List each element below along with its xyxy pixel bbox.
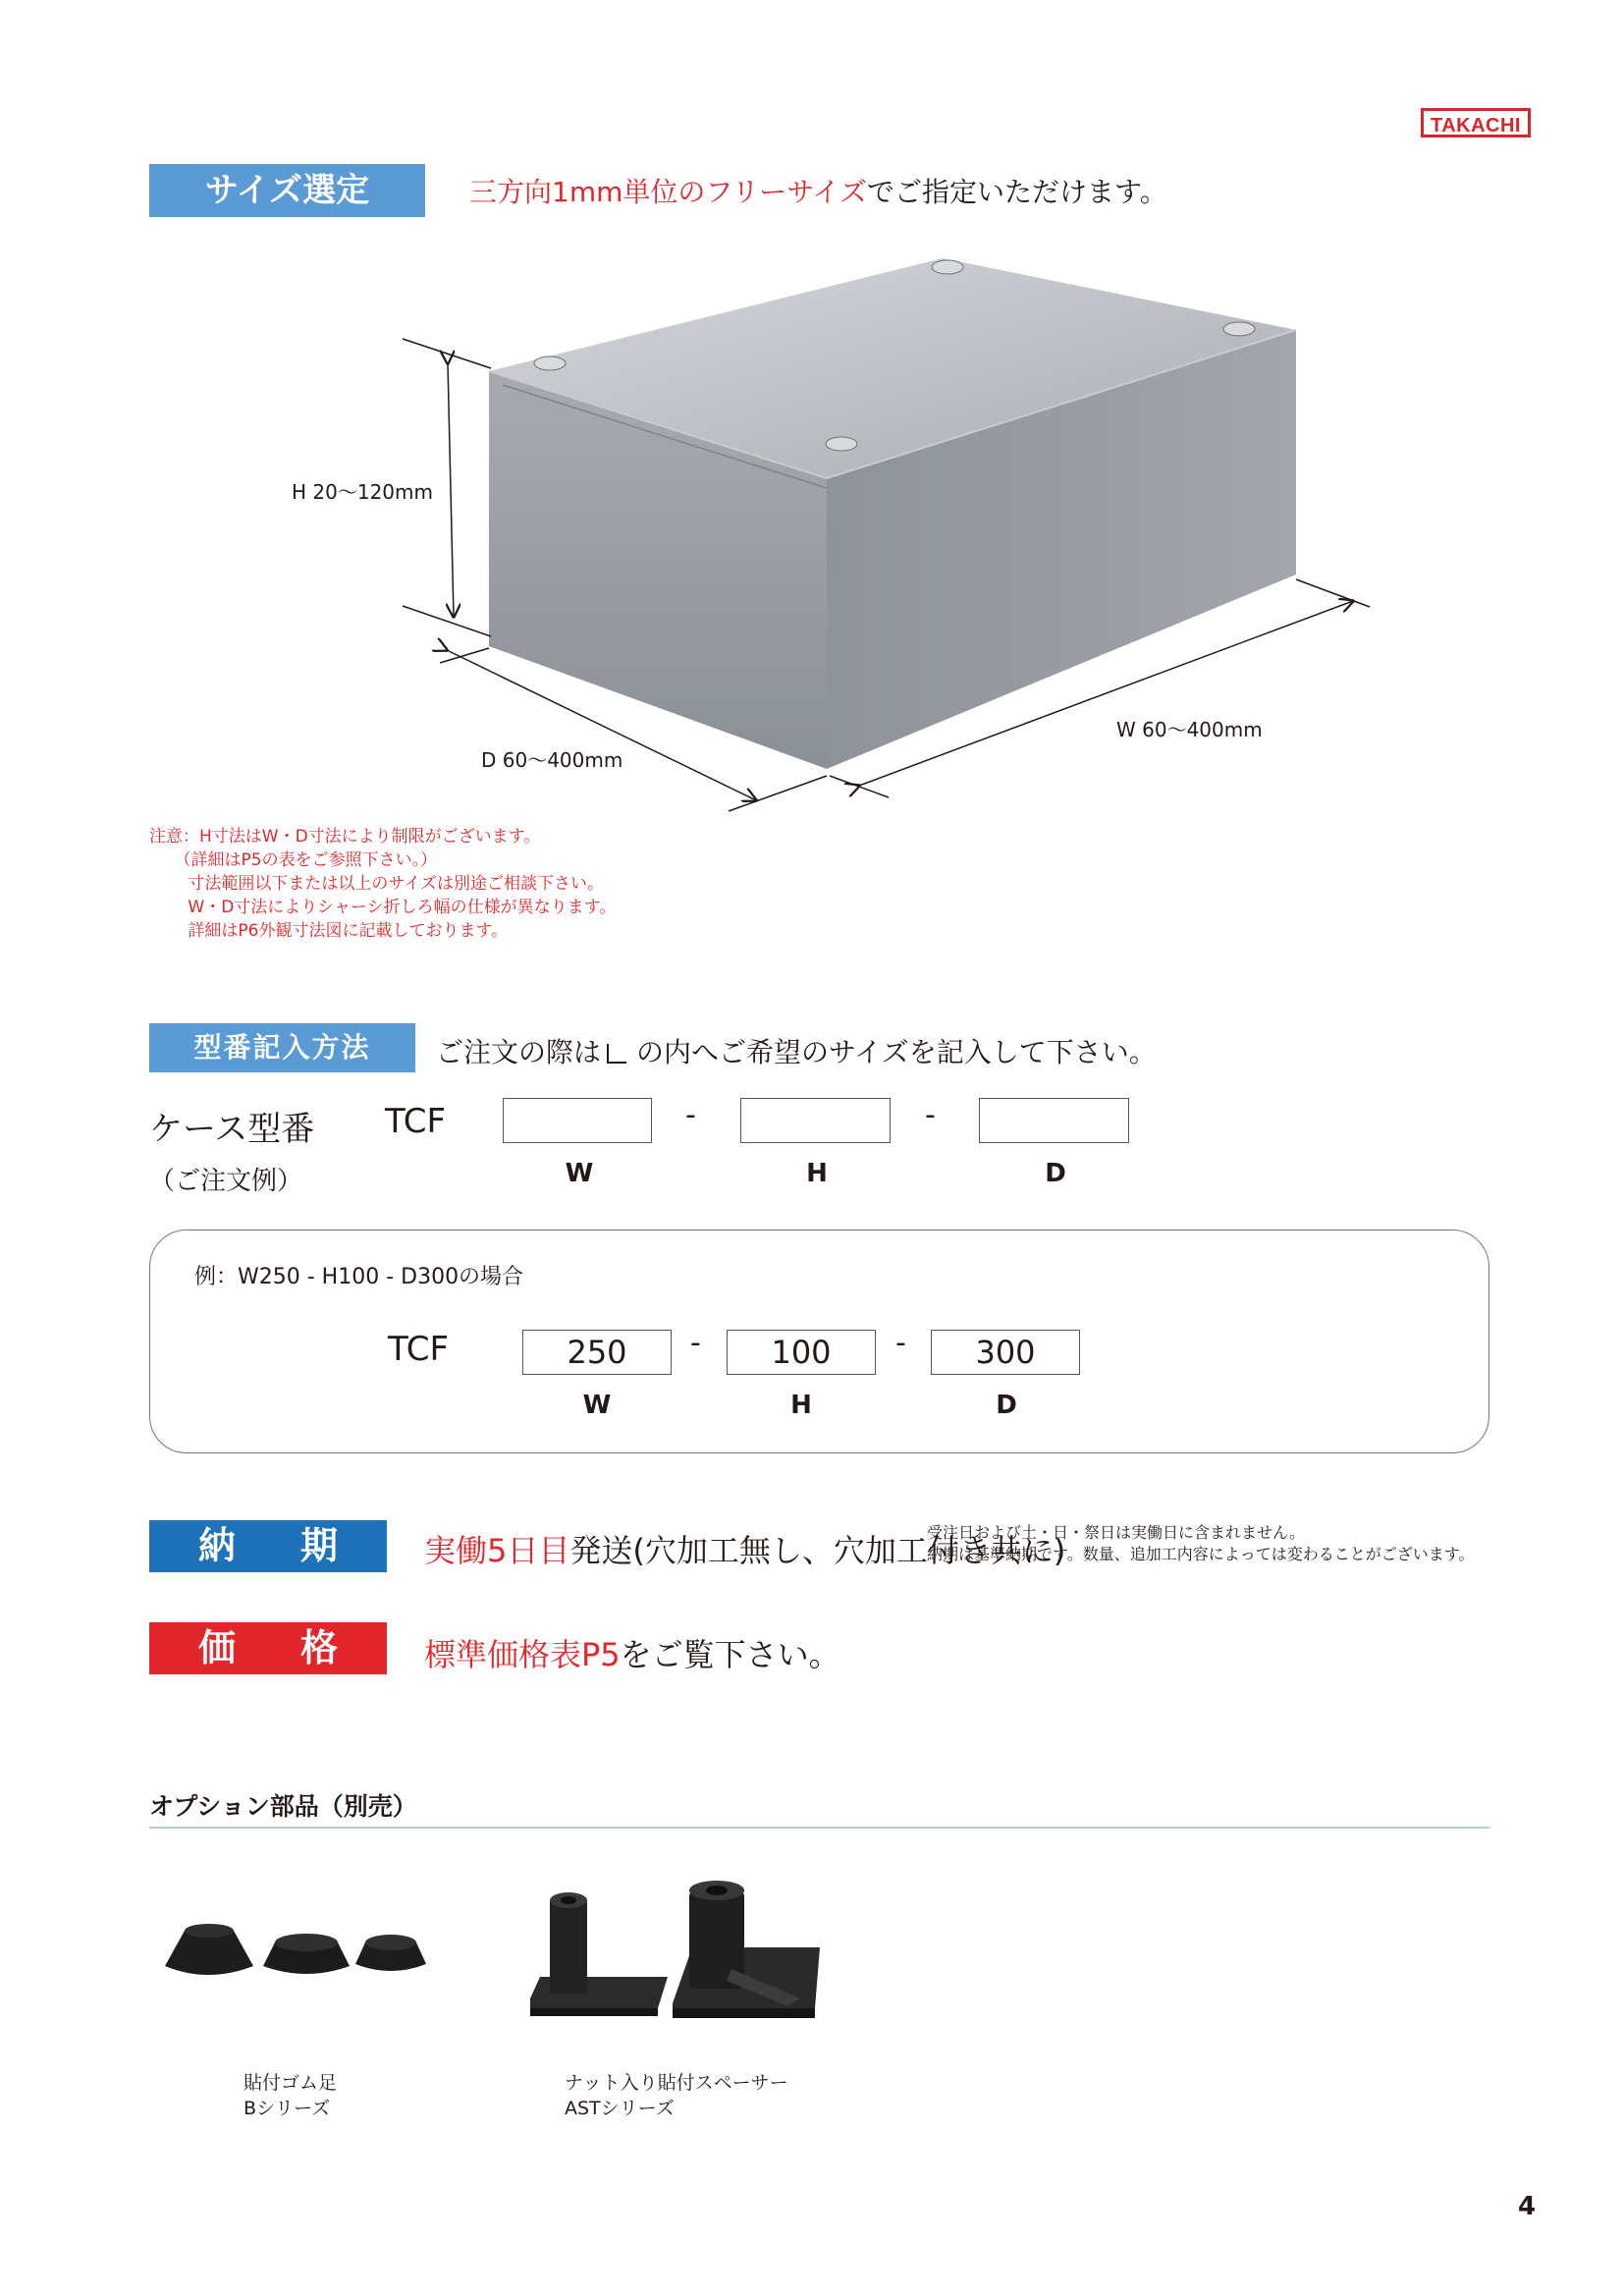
nut-spacer-image (520, 1861, 835, 2033)
height-label: H (806, 1159, 828, 1188)
price-tag-left: 価 (198, 1626, 237, 1669)
model-desc-before: ご注文の際は (436, 1036, 602, 1068)
width-label: W (565, 1159, 594, 1188)
height-range-label: H 20～120mm (292, 480, 433, 504)
size-selection-tag: サイズ選定 (149, 164, 425, 217)
takachi-logo: TAKACHI (1421, 108, 1531, 137)
price-highlight: 標準価格表P5 (424, 1636, 621, 1673)
page-number: 4 (1518, 2192, 1537, 2221)
price-tag-right: 格 (299, 1626, 338, 1669)
depth-label: D (1045, 1159, 1066, 1188)
model-prefix: TCF (385, 1102, 447, 1141)
example-height-value: 100 (727, 1330, 876, 1375)
price-description-rest: をご覧下さい。 (620, 1636, 840, 1673)
enclosure-diagram (0, 0, 1623, 845)
example-depth-label: D (996, 1391, 1017, 1420)
dash: - (690, 1326, 701, 1360)
example-depth-value: 300 (931, 1330, 1080, 1375)
model-number-tag: 型番記入方法 (149, 1023, 415, 1072)
dash: - (685, 1098, 696, 1132)
example-height-label: H (790, 1391, 812, 1420)
model-number-description (436, 1031, 1157, 1070)
width-range-label: W 60～400mm (1116, 718, 1263, 741)
delivery-tag-left: 納 (198, 1524, 237, 1567)
delivery-description-rest: 発送(穴加工無し、穴加工付き共に) (569, 1532, 1066, 1569)
example-title: 例：W250 - H100 - D300の場合 (194, 1265, 524, 1289)
size-caution-note: 注意：H寸法はW・D寸法により制限がございます。 （詳細はP5の表をご参照下さい。） 寸法範囲以下または以上のサイズは別途ご相談下さい。 W・D寸法によりシャーシ折しろ幅の仕様が異なります。 詳細はP6外観寸法図に記載しております。 (149, 827, 617, 941)
example-width-value: 250 (522, 1330, 672, 1375)
size-description-highlight: 三方向1mm単位のフリーサイズ (469, 176, 868, 208)
order-example-label: （ご注文例） (149, 1167, 303, 1196)
delivery-tag-right: 期 (299, 1524, 338, 1567)
depth-entry-box[interactable] (979, 1098, 1129, 1143)
nut-spacer-caption: ナット入り貼付スペーサー ASTシリーズ (565, 2072, 788, 2119)
size-description-rest: でご指定いただけます。 (867, 176, 1167, 208)
enclosure-box (489, 258, 1296, 769)
delivery-note: 受注日および土・日・祭日は実働日に含まれません。 納期は基準納期です。数量、追加工内容によっては変わることがございます。 (927, 1523, 1475, 1563)
height-entry-box[interactable] (740, 1098, 891, 1143)
example-prefix: TCF (388, 1330, 450, 1369)
bracket-icon (607, 1044, 626, 1064)
example-width-label: W (582, 1391, 612, 1420)
options-title: オプション部品（別売） (149, 1792, 417, 1821)
width-entry-box[interactable] (503, 1098, 652, 1143)
delivery-tag (149, 1520, 387, 1572)
rubber-feet-image (147, 1905, 461, 2003)
price-description (424, 1630, 840, 1675)
price-tag (149, 1622, 387, 1674)
case-model-label: ケース型番 (149, 1110, 315, 1149)
dash: - (925, 1098, 936, 1132)
depth-range-label: D 60～400mm (481, 748, 623, 772)
model-desc-after: の内へご希望のサイズを記入して下さい。 (636, 1036, 1157, 1068)
delivery-highlight: 実働5日目 (424, 1532, 570, 1569)
options-divider (149, 1827, 1489, 1829)
rubber-feet-caption: 貼付ゴム足 Bシリーズ (243, 2072, 338, 2119)
dash: - (895, 1326, 906, 1360)
